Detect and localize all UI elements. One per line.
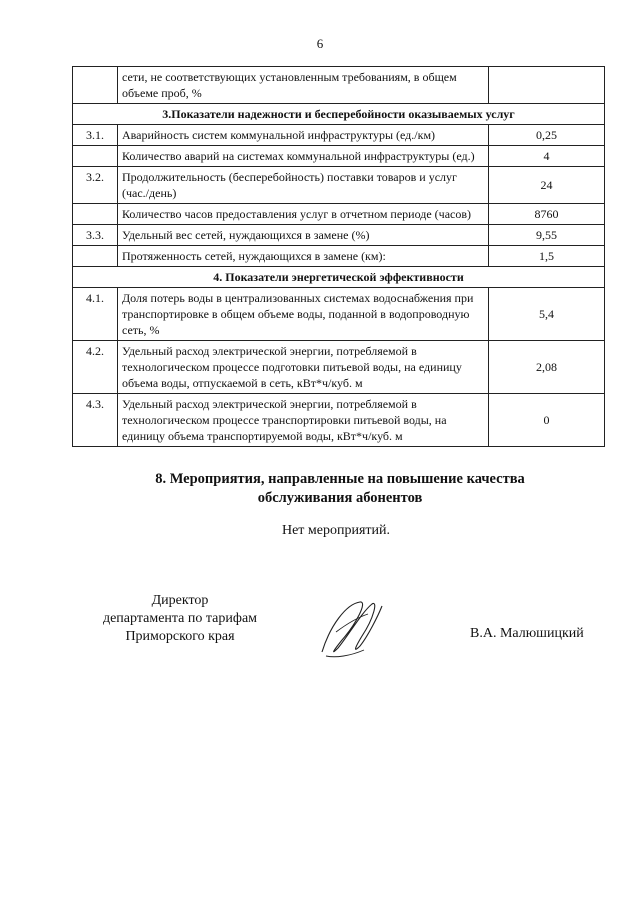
table-row [73, 146, 605, 167]
indicator-value: 9,55 [489, 225, 605, 246]
section-8-heading-line-2: обслуживания абонентов [257, 490, 423, 506]
signatory-name: В.А. Малюшицкий [470, 626, 584, 641]
indicators-table-body [73, 67, 605, 447]
indicator-value: 24 [489, 167, 605, 204]
indicator-value: 2,08 [489, 341, 605, 394]
row-number: 3.3. [73, 225, 118, 246]
indicator-name: Удельный вес сетей, нуждающихся в замене (%) [118, 225, 489, 246]
table-section-row [73, 104, 605, 125]
table-row [73, 288, 605, 341]
row-number [73, 204, 118, 225]
signatory-position-line-3: Приморского края [125, 629, 235, 644]
indicator-name: Удельный расход электрической энергии, потребляемой в технологическом процессе подготовки питьевой воды, на единицу объема воды, отпускаемой в сеть, кВт*ч/куб. м [118, 341, 489, 394]
section-8-text: Нет мероприятий. [281, 523, 391, 538]
handwritten-signature [316, 596, 388, 662]
indicator-name: Аварийность систем коммунальной инфраструктуры (ед./км) [118, 125, 489, 146]
indicator-name: Количество часов предоставления услуг в отчетном периоде (часов) [118, 204, 489, 225]
signatory-position-line-1: Директор [151, 593, 209, 608]
indicator-value: 5,4 [489, 288, 605, 341]
indicator-value: 4 [489, 146, 605, 167]
signatory-position [70, 592, 290, 646]
row-number [73, 146, 118, 167]
indicator-name: Количество аварий на системах коммунальной инфраструктуры (ед.) [118, 146, 489, 167]
indicator-name: сети, не соответствующих установленным требованиям, в общем объеме проб, % [118, 67, 489, 104]
table-row [73, 167, 605, 204]
row-number [73, 67, 118, 104]
section-title: 4. Показатели энергетической эффективности [73, 267, 605, 288]
table-section-row [73, 267, 605, 288]
indicator-name: Удельный расход электрической энергии, потребляемой в технологическом процессе транспортировки питьевой воды, на единицу объема транспортируемой воды, кВт*ч/куб. м [118, 394, 489, 447]
page-number: 6 [316, 36, 324, 51]
table-row [73, 341, 605, 394]
indicator-value: 1,5 [489, 246, 605, 267]
table-row [73, 394, 605, 447]
table-row [73, 246, 605, 267]
row-number [73, 246, 118, 267]
row-number: 3.1. [73, 125, 118, 146]
table-row [73, 67, 605, 104]
section-title: 3.Показатели надежности и бесперебойности оказываемых услуг [73, 104, 605, 125]
indicator-value: 0,25 [489, 125, 605, 146]
section-8-heading-line-1: 8. Мероприятия, направленные на повышение качества [155, 471, 525, 487]
row-number: 3.2. [73, 167, 118, 204]
indicator-name: Доля потерь воды в централизованных системах водоснабжения при транспортировке в общем объеме воды, поданной в водопроводную сеть, % [118, 288, 489, 341]
signatory-position-line-2: департамента по тарифам [102, 611, 258, 626]
row-number: 4.3. [73, 394, 118, 447]
indicator-name: Протяженность сетей, нуждающихся в замене (км): [118, 246, 489, 267]
table-row [73, 204, 605, 225]
indicators-table [72, 66, 605, 447]
table-row [73, 125, 605, 146]
indicator-value: 0 [489, 394, 605, 447]
row-number: 4.2. [73, 341, 118, 394]
indicator-value [489, 67, 605, 104]
row-number: 4.1. [73, 288, 118, 341]
table-row [73, 225, 605, 246]
section-8-heading [0, 470, 640, 508]
indicator-value: 8760 [489, 204, 605, 225]
indicator-name: Продолжительность (бесперебойность) поставки товаров и услуг (час./день) [118, 167, 489, 204]
